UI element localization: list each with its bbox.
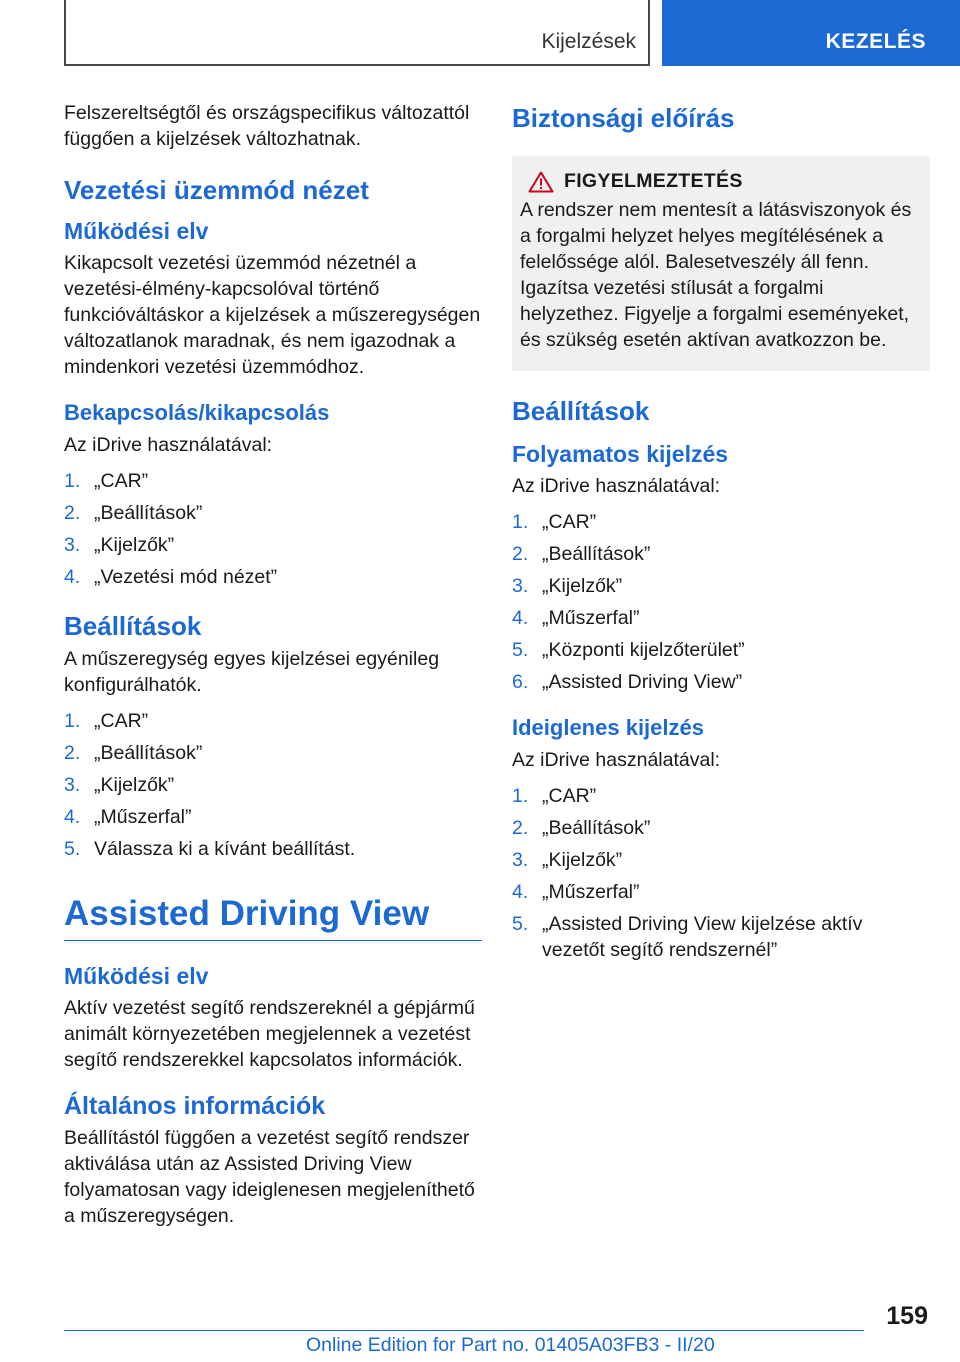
settings-heading-right: Beállítások <box>512 396 650 426</box>
section-tab <box>64 0 650 66</box>
list-item: 3. „Kijelzők” <box>512 849 623 871</box>
list-item: 2. „Beállítások” <box>64 502 203 524</box>
settings-text-left: A műszeregység egyes kijelzései egyénileg konfigurálhatók. <box>64 648 440 696</box>
settings-steps-left <box>64 708 482 862</box>
adv-principle-text: Aktív vezetést segítő rendszereknél a gépjármű animált környezetében megjelennek a vezetést segítő rendszerekkel kapcsolatos információk. <box>64 997 475 1071</box>
list-item: 5. „Központi kijelzőterület” <box>512 639 745 661</box>
list-item: 3. „Kijelzők” <box>512 575 623 597</box>
left-column <box>64 100 482 1229</box>
warning-text: A rendszer nem mentesít a látásviszonyok és a forgalmi helyzet helyes megítélésének a felelőssége alól. Balesetveszély áll fenn. Igazítsa vezetési stílusát a forgalmi helyzethez. Figyelje a forgalmi eseményeket, és szükség esetén aktívan avatkozzon be. <box>520 199 912 351</box>
edition-note: Online Edition for Part no. 01405A03FB3 - II/20 <box>306 1334 715 1356</box>
temporary-intro: Az iDrive használatával: <box>512 749 721 771</box>
warning-header <box>520 170 922 193</box>
onoff-heading: Bekapcsolás/kikapcsolás <box>64 400 330 425</box>
safety-heading: Biztonsági előírás <box>512 103 735 133</box>
adv-heading: Assisted Driving View <box>64 892 482 941</box>
warning-triangle-icon <box>528 171 554 193</box>
list-item: 4. „Műszerfal” <box>64 806 192 828</box>
list-item: 1. „CAR” <box>512 511 597 533</box>
list-item: 4. „Vezetési mód nézet” <box>64 566 278 588</box>
general-info-text: Beállítástól függően a vezetést segítő rendszer aktiválása után az Assisted Driving View folyamatosan vagy ideiglenesen megjeleníthető a műszeregységen. <box>64 1127 475 1227</box>
chapter-tab <box>662 0 960 66</box>
list-item: 6. „Assisted Driving View” <box>512 671 743 693</box>
footer-divider <box>64 1330 864 1331</box>
list-item: 1. „CAR” <box>64 470 149 492</box>
onoff-steps <box>64 468 482 590</box>
chapter-title: KEZELÉS <box>825 30 926 53</box>
list-item: 4. „Műszerfal” <box>512 881 640 903</box>
list-item: 1. „CAR” <box>512 785 597 807</box>
onoff-intro: Az iDrive használatával: <box>64 434 273 456</box>
temporary-heading: Ideiglenes kijelzés <box>512 715 704 740</box>
continuous-steps <box>512 509 930 695</box>
driving-mode-heading: Vezetési üzemmód nézet <box>64 175 369 205</box>
general-info-heading: Általános információk <box>64 1092 326 1120</box>
continuous-heading: Folyamatos kijelzés <box>512 441 729 467</box>
section-title: Kijelzések <box>541 30 636 53</box>
right-column <box>512 100 930 969</box>
warning-title: FIGYELMEZTETÉS <box>564 170 743 192</box>
list-item: 4. „Műszerfal” <box>512 607 640 629</box>
list-item: 5. „Assisted Driving View kijelzése aktív vezetőt segítő rendszernél” <box>512 913 863 961</box>
list-item: 2. „Beállítások” <box>64 742 203 764</box>
settings-heading-left: Beállítások <box>64 611 202 641</box>
list-item: 3. „Kijelzők” <box>64 534 175 556</box>
page-number: 159 <box>886 1302 928 1330</box>
driving-mode-principle-heading: Működési elv <box>64 218 209 244</box>
list-item: 2. „Beállítások” <box>512 817 651 839</box>
driving-mode-principle-text: Kikapcsolt vezetési üzemmód nézetnél a vezetési-élmény-kapcsolóval történő funkcióváltáskor a kijelzések a műszeregységen változatlanok maradnak, és nem igazodnak a mindenkori vezetési üzemmódhoz. <box>64 252 481 378</box>
page-header <box>0 0 960 66</box>
list-item: 3. „Kijelzők” <box>64 774 175 796</box>
continuous-intro: Az iDrive használatával: <box>512 475 721 497</box>
list-item: 2. „Beállítások” <box>512 543 651 565</box>
temporary-steps <box>512 783 930 963</box>
adv-principle-heading: Működési elv <box>64 963 209 989</box>
list-item: 1. „CAR” <box>64 710 149 732</box>
warning-box <box>512 156 930 371</box>
list-item: 5. Válassza ki a kívánt beállítást. <box>64 838 356 860</box>
intro-paragraph: Felszereltségtől és országspecifikus változattól függően a kijelzések változhatnak. <box>64 102 470 150</box>
